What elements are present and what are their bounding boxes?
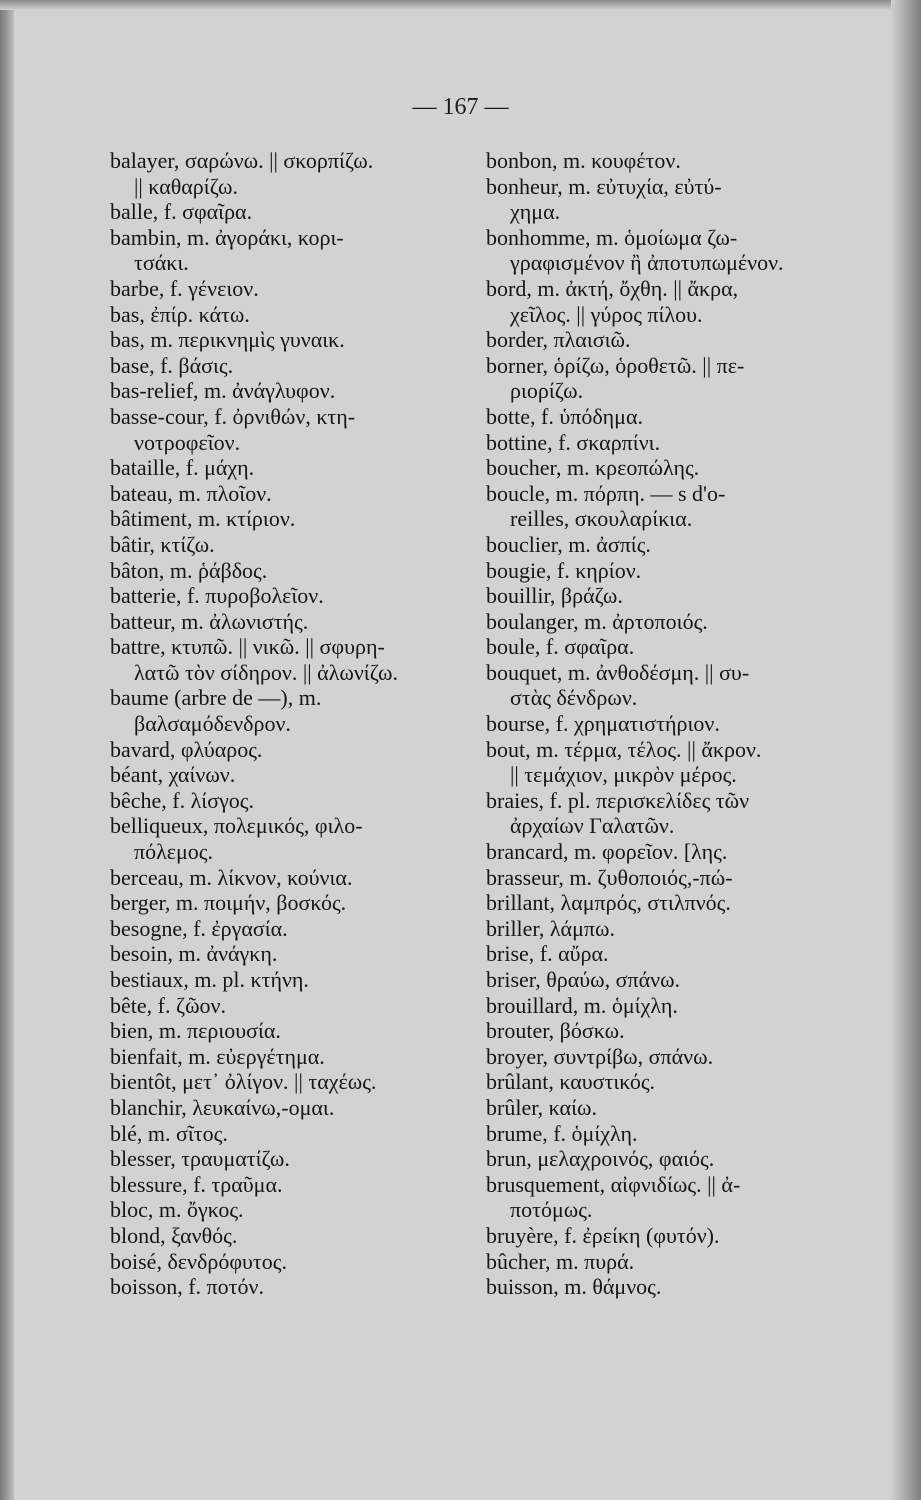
entry-continuation-line: χεῖλος. || γύρος πίλου. <box>510 301 703 327</box>
dictionary-entry-line: bouclier, m. ἀσπίς. <box>486 531 651 557</box>
dictionary-entry-line: bas, m. περικνημὶς γυναικ. <box>110 327 345 353</box>
entry-continuation-line: στὰς δένδρων. <box>510 685 638 711</box>
dictionary-entry-line: bonbon, m. κουφέτον. <box>486 148 681 173</box>
entry-continuation-line: χημα. <box>510 199 561 225</box>
entry-continuation-line: || τεμάχιον, μικρὸν μέρος. <box>510 762 737 788</box>
dictionary-entry-line: bas, ἐπίρ. κάτω. <box>110 301 250 327</box>
dictionary-entry-line: barbe, f. γένειον. <box>110 275 259 301</box>
entry-continuation-line: ἀρχαίων Γαλατῶν. <box>510 813 675 839</box>
dictionary-entry-line: brûler, καίω. <box>486 1094 597 1120</box>
dictionary-entry-line: bête, f. ζῶον. <box>110 992 227 1018</box>
page-number: — 167 — <box>412 94 509 120</box>
dictionary-entry-line: bouillir, βράζω. <box>486 583 623 609</box>
dictionary-entry-line: brasseur, m. ζυθοποιός,-πώ- <box>486 864 733 890</box>
dictionary-entry-line: bataille, f. μάχη. <box>110 455 255 481</box>
dictionary-entry-line: brillant, λαμπρός, στιλπνός. <box>486 890 731 916</box>
dictionary-entry-line: basse-cour, f. ὀρνιθών, κτη- <box>110 403 356 429</box>
entry-continuation-line: πόλεμος. <box>134 839 214 865</box>
dictionary-entry-line: bougie, f. κηρίον. <box>486 557 642 583</box>
dictionary-entry-line: boucher, m. κρεοπώλης. <box>486 455 700 481</box>
dictionary-entry-line: broyer, συντρίβω, σπάνω. <box>486 1043 714 1069</box>
entry-continuation-line: βαλσαμόδενδρον. <box>134 711 291 737</box>
dictionary-entry-line: brouillard, m. ὁμίχλη. <box>486 992 678 1018</box>
entry-continuation-line: γραφισμένον ἢ ἀποτυπωμένον. <box>510 250 784 276</box>
dictionary-entry-line: boule, f. σφαῖρα. <box>486 634 635 660</box>
dictionary-entry-line: boucle, m. πόρπη. — s d'o- <box>486 480 726 506</box>
dictionary-entry-line: blessure, f. τραῦμα. <box>110 1171 283 1197</box>
dictionary-entry-line: bientôt, μετ᾽ ὀλίγον. || ταχέως. <box>110 1069 377 1095</box>
dictionary-entry-line: bûcher, m. πυρά. <box>486 1248 635 1274</box>
dictionary-entry-line: bruyère, f. ἐρείκη (φυτόν). <box>486 1222 720 1248</box>
entry-continuation-line: || καθαρίζω. <box>134 173 238 199</box>
dictionary-entry-line: berceau, m. λίκνον, κούνια. <box>110 864 353 890</box>
entry-continuation-line: λατῶ τὸν σίδηρον. || ἀλωνίζω. <box>134 659 399 685</box>
dictionary-entry-line: béant, χαίνων. <box>110 762 236 788</box>
dictionary-entry-line: blanchir, λευκαίνω,-ομαι. <box>110 1094 335 1120</box>
dictionary-entry-line: batteur, m. ἀλωνιστής. <box>110 608 309 634</box>
dictionary-entry-line: baume (arbre de —), m. <box>110 685 322 711</box>
entry-continuation-line: ποτόμως. <box>510 1197 593 1223</box>
dictionary-entry-line: bambin, m. ἀγοράκι, κορι- <box>110 224 344 250</box>
dictionary-entry-line: bestiaux, m. pl. κτήνη. <box>110 967 309 992</box>
dictionary-entry-line: brume, f. ὁμίχλη. <box>486 1120 638 1146</box>
dictionary-entry-line: bord, m. ἀκτή, ὄχθη. || ἄκρα, <box>486 275 739 301</box>
right-column <box>486 148 831 1300</box>
dictionary-entry-line: brise, f. αὔρα. <box>486 941 609 967</box>
dictionary-entry-line: brancard, m. φορεῖον. [λης. <box>486 839 728 865</box>
dictionary-entry-line: boisson, f. ποτόν. <box>110 1274 264 1300</box>
dictionary-entry-line: bêche, f. λίσγος. <box>110 787 254 813</box>
entry-continuation-line: νοτροφεῖον. <box>134 429 241 455</box>
entry-continuation-line: τσάκι. <box>134 250 189 276</box>
dictionary-entry-line: bloc, m. ὄγκος. <box>110 1197 244 1223</box>
dictionary-entry-line: battre, κτυπῶ. || νικῶ. || σφυρη- <box>110 634 385 660</box>
dictionary-entry-line: brûlant, καυστικός. <box>486 1069 656 1095</box>
page-top-edge <box>0 0 921 10</box>
dictionary-entry-line: borner, ὁρίζω, ὁροθετῶ. || πε- <box>486 352 745 378</box>
dictionary-entry-line: balayer, σαρώνω. || σκορπίζω. <box>110 148 374 173</box>
dictionary-entry-line: base, f. βάσις. <box>110 352 234 378</box>
dictionary-entry-line: bâtiment, m. κτίριον. <box>110 506 296 532</box>
dictionary-entry-line: bourse, f. χρηματιστήριον. <box>486 711 720 737</box>
dictionary-entry-line: blesser, τραυματίζω. <box>110 1146 290 1172</box>
dictionary-entry-line: botte, f. ὑπόδημα. <box>486 403 644 429</box>
dictionary-entry-line: bottine, f. σκαρπίνι. <box>486 429 661 455</box>
dictionary-entry-line: besoin, m. ἀνάγκη. <box>110 941 278 967</box>
dictionary-entry-line: berger, m. ποιμήν, βοσκός. <box>110 890 347 916</box>
dictionary-entry-line: braies, f. pl. περισκελίδες τῶν <box>486 787 750 813</box>
dictionary-entry-line: bouquet, m. ἀνθοδέσμη. || συ- <box>486 659 750 685</box>
dictionary-entry-line: buisson, m. θάμνος. <box>486 1274 662 1300</box>
dictionary-entry-line: briser, θραύω, σπάνω. <box>486 967 681 992</box>
dictionary-entry-line: bavard, φλύαρος. <box>110 736 263 762</box>
dictionary-entry-line: brun, μελαχροινός, φαιός. <box>486 1146 715 1172</box>
dictionary-entry-line: blond, ξανθός. <box>110 1222 238 1248</box>
dictionary-entry-line: briller, λάμπω. <box>486 915 615 941</box>
dictionary-entry-line: brusquement, αἰφνιδίως. || ἀ- <box>486 1171 741 1197</box>
dictionary-entry-line: bonheur, m. εὐτυχία, εὐτύ- <box>486 173 722 199</box>
dictionary-entry-line: bâton, m. ῥάβδος. <box>110 557 268 583</box>
dictionary-entry-line: belliqueux, πολεμικός, φιλο- <box>110 813 363 839</box>
dictionary-entry-line: bonhomme, m. ὁμοίωμα ζω- <box>486 224 738 250</box>
dictionary-entry-line: bienfait, m. εὐεργέτημα. <box>110 1043 325 1069</box>
entry-continuation-line: reilles, σκουλαρίκια. <box>510 506 693 532</box>
dictionary-entry-line: boulanger, m. ἀρτοποιός. <box>486 608 708 634</box>
left-column <box>110 148 455 1300</box>
dictionary-entry-line: boisé, δενδρόφυτος. <box>110 1248 287 1274</box>
dictionary-entry-line: border, πλαισιῶ. <box>486 327 631 353</box>
dictionary-entry-line: besogne, f. ἐργασία. <box>110 915 288 941</box>
dictionary-entry-line: bien, m. περιουσία. <box>110 1018 281 1044</box>
entry-continuation-line: ριορίζω. <box>510 378 584 404</box>
dictionary-entry-line: bout, m. τέρμα, τέλος. || ἄκρον. <box>486 736 762 762</box>
dictionary-entry-line: batterie, f. πυροβολεῖον. <box>110 583 324 609</box>
dictionary-entry-line: bateau, m. πλοῖον. <box>110 480 272 506</box>
dictionary-entry-line: bas-relief, m. ἀνάγλυφον. <box>110 378 336 404</box>
dictionary-entry-line: bâtir, κτίζω. <box>110 531 215 557</box>
dictionary-entry-line: blé, m. σῖτος. <box>110 1120 228 1146</box>
dictionary-entry-line: brouter, βόσκω. <box>486 1018 625 1044</box>
dictionary-entry-line: balle, f. σφαῖρα. <box>110 199 253 225</box>
